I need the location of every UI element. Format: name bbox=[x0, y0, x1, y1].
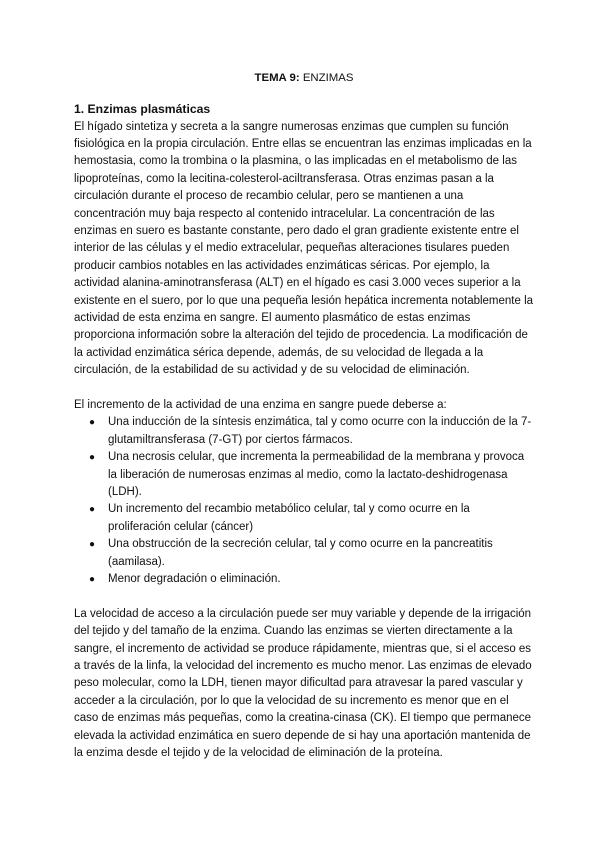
list-item-text: Un incremento del recambio metabólico celular, tal y como ocurre en la proliferación celular (cáncer) bbox=[108, 503, 470, 533]
list-item-text: Una inducción de la síntesis enzimática, tal y como ocurre con la inducción de la 7- glutamiltransferasa (7-GT) por ciertos fármacos. bbox=[108, 416, 532, 446]
title-text: ENZIMAS bbox=[302, 72, 354, 84]
bullet-icon: ● bbox=[89, 452, 96, 464]
paragraph-2: La velocidad de acceso a la circulación puede ser muy variable y depende de la irrigación del tejido y del tamaño de la enzima. Cuando las enzimas se vierten directamente a la sangre, el incremento de actividad se produce rápidamente, mientras que, si el acceso es a través de la linfa, la velocidad del incremento es mucho menor. Las enzimas de elevado peso molecular, como la LDH, tienen mayor dificultad para atravesar la pared vascular y acceder a la circulación, por lo que la velocidad de su incremento es menor que en el caso de enzimas más pequeñas, como la creatina-cinasa (CK). El tiempo que permanece elevada la actividad enzimática en suero depende de si hay una aportación mantenida de la enzima desde el tejido y de la velocidad de eliminación de la proteína. bbox=[74, 607, 532, 760]
bullet-icon: ● bbox=[89, 504, 96, 516]
list-item bbox=[74, 501, 534, 536]
section-heading: 1. Enzimas plasmáticas bbox=[74, 102, 211, 116]
list-item bbox=[74, 571, 534, 588]
paragraph-spacer bbox=[74, 588, 534, 605]
list-item bbox=[74, 414, 534, 449]
list-item bbox=[74, 449, 534, 501]
title-label: TEMA 9: bbox=[254, 72, 300, 84]
bullet-icon: ● bbox=[89, 417, 96, 429]
list-intro: El incremento de la actividad de una enzima en sangre puede deberse a: bbox=[74, 398, 447, 411]
list-item-text: Una obstrucción de la secreción celular, tal y como ocurre en la pancreatitis (aamilasa). bbox=[108, 538, 493, 568]
document-title bbox=[74, 70, 534, 86]
document-page bbox=[74, 70, 534, 763]
list-item bbox=[74, 536, 534, 571]
list-item-text: Una necrosis celular, que incrementa la permeabilidad de la membrana y provoca la liberación de numerosas enzimas al medio, como la lactato-deshidrogenasa (LDH). bbox=[108, 451, 525, 499]
bullet-list bbox=[74, 414, 534, 588]
paragraph-1: El hígado sintetiza y secreta a la sangre numerosas enzimas que cumplen su función fisiológica en la propia circulación. Entre ellas se encuentran las enzimas implicadas en la hemostasia, como la trombina o la plasmina, o las implicadas en el metabolismo de las lipoproteínas, como la lecitina-colesterol-aciltransferasa. Otras enzimas pasan a la circulación durante el proceso de recambio celular, pero se mantienen a una concentración muy baja respecto al contenido intracelular. La concentración de las enzimas en suero es bastante constante, pero dado el gran gradiente existente entre el interior de las células y el medio extracelular, pequeñas alteraciones tisulares pueden producir cambios notables en las actividades enzimáticas séricas. Por ejemplo, la actividad alanina-aminotransferasa (ALT) en el hígado es casi 3.000 veces superior a la existente en el suero, por lo que una pequeña lesión hepática incrementa notablemente la actividad de esta enzima en sangre. El aumento plasmático de estas enzimas proporciona información sobre la alteración del tejido de procedencia. La modificación de la actividad enzimática sérica depende, además, de su velocidad de llegada a la circulación, de la estabilidad de su actividad y de su velocidad de eliminación. bbox=[74, 120, 534, 377]
bullet-icon: ● bbox=[89, 539, 96, 551]
bullet-icon: ● bbox=[89, 574, 96, 586]
list-item-text: Menor degradación o eliminación. bbox=[108, 573, 281, 586]
paragraph-spacer bbox=[74, 380, 534, 397]
